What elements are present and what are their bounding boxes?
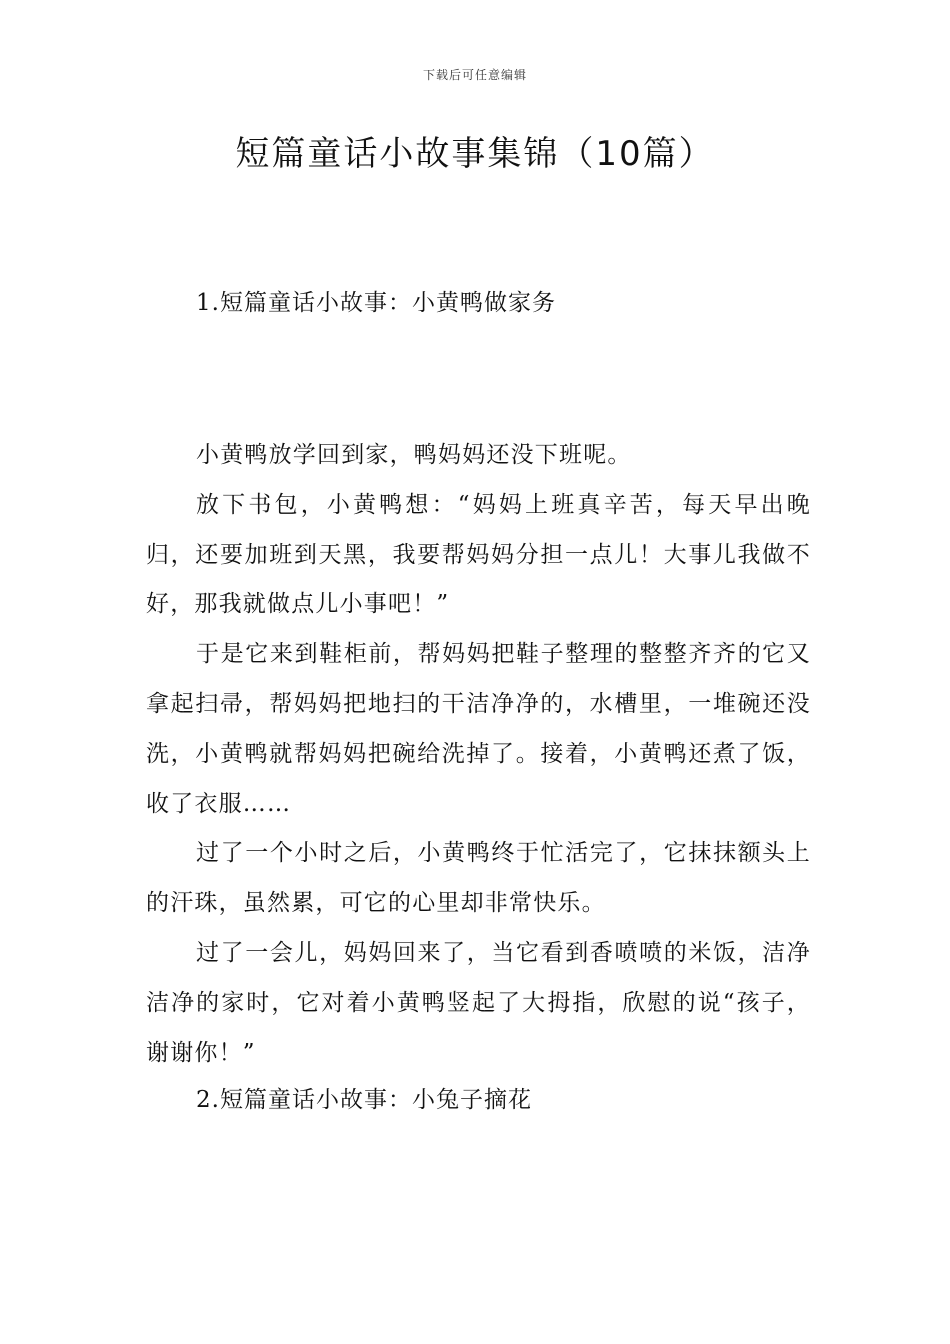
paragraph: 过了一个小时之后，小黄鸭终于忙活完了，它抹抹额头上的汗珠，虽然累，可它的心里却非常快乐。 <box>146 840 811 917</box>
story-body <box>146 431 811 1078</box>
paragraph: 小黄鸭放学回到家，鸭妈妈还没下班呢。 <box>196 442 632 468</box>
paragraph: 于是它来到鞋柜前，帮妈妈把鞋子整理的整整齐齐的它又拿起扫帚，帮妈妈把地扫的干洁净净的，水槽里，一堆碗还没洗，小黄鸭就帮妈妈把碗给洗掉了。接着，小黄鸭还煮了饭，收了衣服…… <box>146 641 811 817</box>
section-heading-1: 1.短篇童话小故事：小黄鸭做家务 <box>196 290 556 316</box>
paragraph: 放下书包，小黄鸭想：“妈妈上班真辛苦，每天早出晚归，还要加班到天黑，我要帮妈妈分担一点儿！大事儿我做不好，那我就做点儿小事吧！” <box>146 491 811 618</box>
section-heading-2: 2.短篇童话小故事：小兔子摘花 <box>196 1087 532 1113</box>
paragraph: 过了一会儿，妈妈回来了，当它看到香喷喷的米饭，洁净洁净的家时，它对着小黄鸭竖起了大拇指，欣慰的说“孩子，谢谢你！” <box>146 939 811 1066</box>
page-title: 短篇童话小故事集锦（10篇） <box>235 134 715 174</box>
header-note: 下载后可任意编辑 <box>422 68 527 82</box>
